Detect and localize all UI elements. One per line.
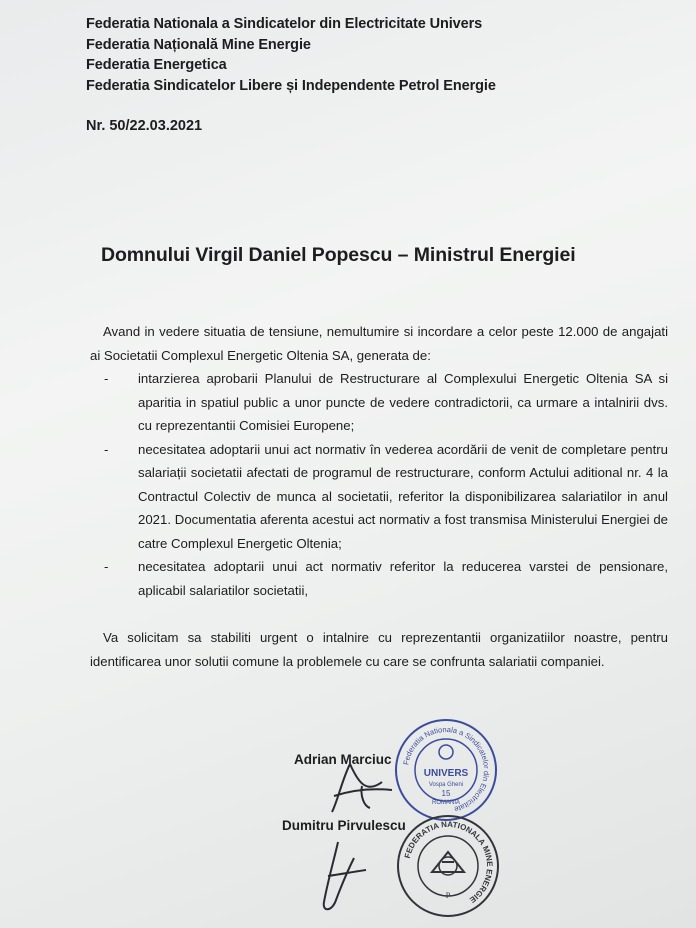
- stamp-center-text: UNIVERS: [423, 768, 469, 779]
- letterhead-line: Federatia Națională Mine Energie: [86, 36, 311, 53]
- list-item-text: intarzierea aprobarii Planului de Restructurare al Complexului Energetic Oltenia SA si aparitia in spatiul public a unor puncte de vedere contradictorii, ca urmare a intalnirii dvs. cu reprezentantii Comisiei Europene;: [138, 371, 668, 433]
- list-item: - intarzierea aprobarii Planului de Restructurare al Complexului Energetic Oltenia SA si aparitia in spatiul public a unor puncte de vedere contradictorii, ca urmare a intalnirii dvs. cu reprezentantii Comisiei Europene;: [104, 371, 668, 433]
- letterhead-line: Federatia Energetica: [86, 57, 227, 73]
- signature-2: [308, 840, 378, 920]
- stamp-sub-text: Vospa Gheni: [428, 782, 464, 788]
- list-item-text: necesitatea adoptarii unui act normativ referitor la reducerea varstei de pensionare, aplicabil salariatilor societatii,: [138, 559, 668, 598]
- list-item: - necesitatea adoptarii unui act normativ referitor la reducerea varstei de pensionare, aplicabil salariatilor societatii,: [104, 559, 668, 598]
- letter-body: [90, 320, 668, 673]
- closing-paragraph: Va solicitam sa stabiliti urgent o intalnire cu reprezentantii organizatiilor noastre, pentru identificarea unor solutii comune la problemele cu care se confrunta salariatii companiei.: [90, 630, 668, 669]
- stamp-mark: P: [445, 891, 451, 900]
- addressee: Domnului Virgil Daniel Popescu – Ministrul Energiei: [101, 244, 576, 266]
- stamp-number: 15: [441, 789, 451, 798]
- intro-paragraph: Avand in vedere situatia de tensiune, nemultumire si incordare a celor peste 12.000 de angajati ai Societatii Complexul Energetic Oltenia SA, generata de:: [90, 324, 668, 363]
- letterhead: [86, 14, 496, 96]
- stamp-country: ROMANIA: [431, 800, 461, 806]
- univers-stamp: [394, 718, 498, 822]
- reference-number: Nr. 50/22.03.2021: [86, 118, 203, 134]
- letterhead-line: Federatia Sindicatelor Libere și Independente Petrol Energie: [86, 77, 496, 94]
- signature-1: [322, 760, 402, 820]
- mine-energie-stamp: [396, 814, 500, 918]
- signatory-name: Adrian Marciuc: [294, 752, 392, 767]
- issues-list: [90, 367, 668, 602]
- stamp-ring-text: Federatia Nationala a Sindicatelor din Electricitate: [401, 724, 492, 815]
- letterhead-line: Federatia Nationala a Sindicatelor din Electricitate Univers: [86, 16, 483, 32]
- stamp-ring-text: FEDERATIA NATIONALA MINE ENERGIE: [402, 819, 495, 905]
- list-item-text: necesitatea adoptarii unui act normativ în vederea acordării de venit de completare pentru salariații societatii afectati de programul de restructurare, conform Actului aditional nr. 4 la Contractul Colectiv de munca al societatii, referitor la disponibilizarea salariatilor in anul 2021. Documentatia aferenta acestui act normativ a fost transmisa Ministerului Energiei de catre Complexul Energetic Oltenia;: [138, 441, 668, 551]
- signatory-name: Dumitru Pirvulescu: [282, 818, 406, 833]
- list-item: - necesitatea adoptarii unui act normativ în vederea acordării de venit de completare pentru salariații societatii afectati de programul de restructurare, conform Actului aditional nr. 4 la Contractul Colectiv de munca al societatii, referitor la disponibilizarea salariatilor in anul 2021. Documentatia aferenta acestui act normativ a fost transmisa Ministerului Energiei de catre Complexul Energetic Oltenia;: [104, 441, 668, 551]
